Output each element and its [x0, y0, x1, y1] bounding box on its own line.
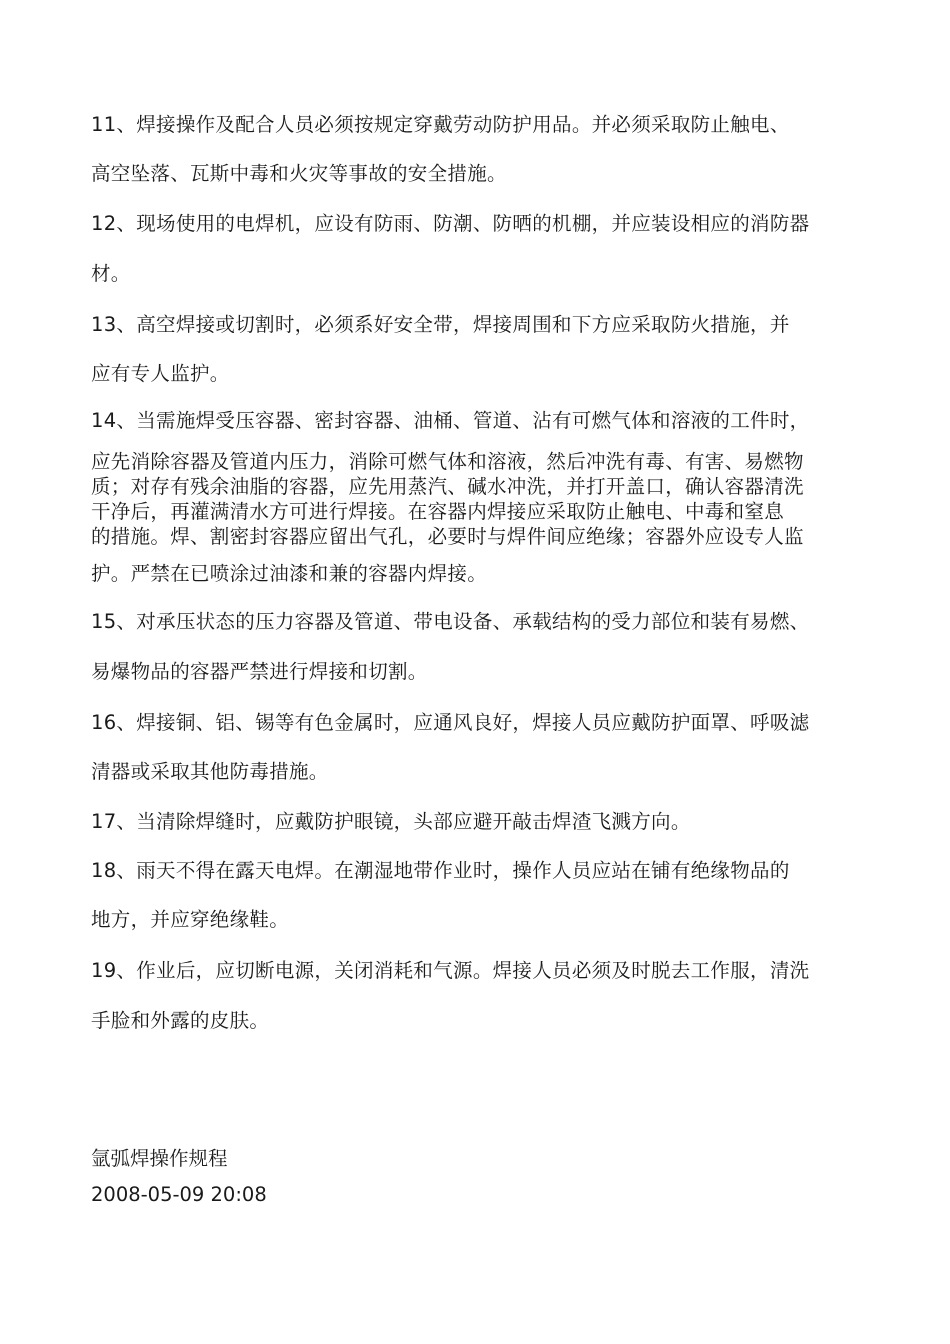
- item-14-line-3: 质；对存有残余油脂的容器，应先用蒸汽、碱水冲洗，并打开盖口，确认容器清洗: [91, 475, 804, 498]
- item-12-line-2: 材。: [91, 262, 131, 285]
- article-title: 氩弧焊操作规程: [91, 1147, 228, 1170]
- item-16-line-2: 清器或采取其他防毒措施。: [91, 760, 329, 783]
- item-14-line-5: 的措施。焊、割密封容器应留出气孔，必要时与焊件间应绝缘；容器外应设专人监: [91, 525, 804, 548]
- item-14-line-6: 护。严禁在已喷涂过油漆和兼的容器内焊接。: [91, 562, 488, 585]
- item-17-line-1: 17、当清除焊缝时，应戴防护眼镜，头部应避开敲击焊渣飞溅方向。: [91, 810, 691, 833]
- item-14-line-4: 干净后，再灌满清水方可进行焊接。在容器内焊接应采取防止触电、中毒和窒息: [91, 500, 785, 523]
- item-11-line-1: 11、焊接操作及配合人员必须按规定穿戴劳动防护用品。并必须采取防止触电、: [91, 113, 790, 136]
- item-14-line-1: 14、当需施焊受压容器、密封容器、油桶、管道、沾有可燃气体和溶液的工件时，: [91, 409, 810, 432]
- item-15-line-2: 易爆物品的容器严禁进行焊接和切割。: [91, 660, 428, 683]
- item-18-line-2: 地方，并应穿绝缘鞋。: [91, 908, 290, 931]
- item-13-line-2: 应有专人监护。: [91, 362, 230, 385]
- item-19-line-2: 手脸和外露的皮肤。: [91, 1009, 270, 1032]
- item-14-line-2: 应先消除容器及管道内压力，消除可燃气体和溶液，然后冲洗有毒、有害、易燃物: [91, 450, 804, 473]
- item-11-line-2: 高空坠落、瓦斯中毒和火灾等事故的安全措施。: [91, 162, 507, 185]
- item-15-line-1: 15、对承压状态的压力容器及管道、带电设备、承载结构的受力部位和装有易燃、: [91, 610, 810, 633]
- item-13-line-1: 13、高空焊接或切割时，必须系好安全带，焊接周围和下方应采取防火措施，并: [91, 313, 790, 336]
- item-12-line-1: 12、现场使用的电焊机，应设有防雨、防潮、防晒的机棚，并应装设相应的消防器: [91, 212, 810, 235]
- item-18-line-1: 18、雨天不得在露天电焊。在潮湿地带作业时，操作人员应站在铺有绝缘物品的: [91, 859, 790, 882]
- item-19-line-1: 19、作业后，应切断电源，关闭消耗和气源。焊接人员必须及时脱去工作服，清洗: [91, 959, 810, 982]
- item-16-line-1: 16、焊接铜、铝、锡等有色金属时，应通风良好，焊接人员应戴防护面罩、呼吸滤: [91, 711, 810, 734]
- article-timestamp: 2008-05-09 20:08: [91, 1183, 267, 1206]
